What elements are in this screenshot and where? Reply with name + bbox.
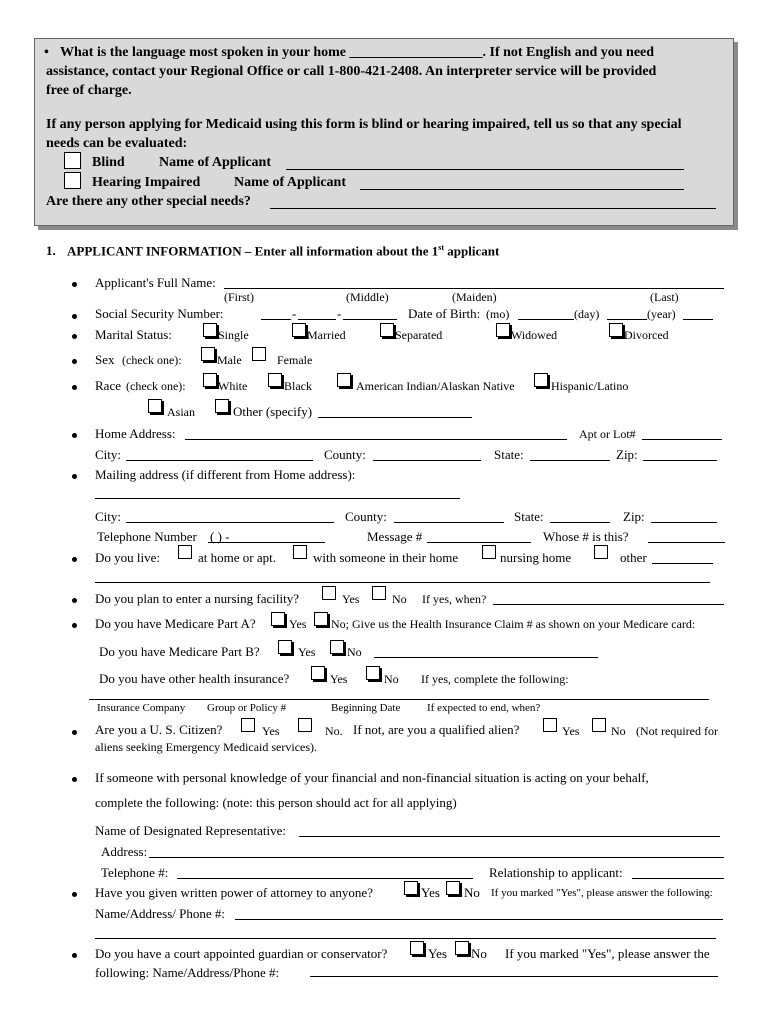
whose-number-label: Whose # is this? [543, 529, 629, 544]
nursing-plan-no-checkbox[interactable] [372, 586, 386, 600]
citizen-note-line2: aliens seeking Emergency Medicaid services). [95, 740, 318, 754]
divorced-checkbox[interactable] [609, 323, 623, 337]
dob-label: Date of Birth: [408, 306, 481, 321]
ssn-label: Social Security Number: [95, 306, 224, 321]
sex-label: Sex [95, 352, 115, 367]
guardian-no-label: No [471, 946, 487, 961]
separated-checkbox[interactable] [380, 323, 394, 337]
home-state-label: State: [494, 447, 524, 462]
medicare-b-yes-label: Yes [298, 645, 316, 659]
nursing-plan-when-label: If yes, when? [422, 592, 487, 606]
male-label: Male [217, 353, 242, 367]
other-insurance-yes-label: Yes [330, 672, 348, 686]
home-city-field[interactable] [126, 460, 313, 461]
alien-no-label: No [611, 724, 626, 738]
other-race-checkbox[interactable] [215, 399, 229, 413]
mailing-county-label: County: [345, 509, 387, 524]
citizen-yes-label: Yes [262, 724, 280, 738]
ssn-field-1[interactable] [261, 319, 291, 320]
representative-name-label: Name of Designated Representative: [95, 823, 286, 838]
language-bullet: • [44, 45, 49, 60]
medicare-a-yes-checkbox[interactable] [271, 612, 285, 626]
bullet [72, 314, 77, 319]
live-nursing-checkbox[interactable] [482, 545, 496, 559]
section-title: APPLICANT INFORMATION – Enter all information about the 1st applicant [67, 243, 500, 259]
guardian-details-label: following: Name/Address/Phone #: [95, 965, 280, 980]
nursing-plan-yes-checkbox[interactable] [322, 586, 336, 600]
poa-yes-checkbox[interactable] [404, 881, 418, 895]
medicare-a-no-checkbox[interactable] [314, 612, 328, 626]
marital-status-label: Marital Status: [95, 327, 172, 342]
poa-no-checkbox[interactable] [446, 881, 460, 895]
ssn-field-3[interactable] [343, 319, 397, 320]
alien-no-checkbox[interactable] [592, 718, 606, 732]
widowed-label: Widowed [511, 328, 558, 342]
nursing-plan-yes-label: Yes [342, 592, 360, 606]
dob-day-caption: (day) [574, 307, 600, 321]
live-home-label: at home or apt. [198, 550, 276, 565]
full-name-label: Applicant's Full Name: [95, 275, 216, 290]
hearing-name-field[interactable] [360, 189, 684, 190]
medicare-a-no-label: No; Give us the Health Insurance Claim # as shown on your Medicare card: [331, 617, 696, 631]
medicare-b-no-checkbox[interactable] [330, 640, 344, 654]
dob-month-field[interactable] [518, 319, 574, 320]
bullet [72, 730, 77, 735]
medicare-a-yes-label: Yes [289, 617, 307, 631]
apt-lot-label: Apt or Lot# [579, 427, 636, 441]
mailing-zip-label: Zip: [623, 509, 645, 524]
home-state-field[interactable] [530, 460, 610, 461]
impairment-question-line2: needs can be evaluated: [46, 136, 188, 151]
telephone-field[interactable] [208, 542, 325, 543]
bullet [72, 598, 77, 603]
section-number: 1. [46, 243, 56, 258]
citizen-no-label: No. [325, 724, 343, 738]
other-insurance-no-label: No [384, 672, 399, 686]
dob-year-field[interactable] [683, 319, 713, 320]
representative-address-field[interactable] [149, 857, 724, 858]
ssn-field-2[interactable] [298, 319, 336, 320]
whose-number-field[interactable] [648, 542, 725, 543]
representative-address-label: Address: [101, 844, 148, 859]
alien-yes-checkbox[interactable] [543, 718, 557, 732]
mailing-county-field[interactable] [394, 522, 504, 523]
live-details-field[interactable] [95, 582, 710, 583]
live-other-checkbox[interactable] [594, 545, 608, 559]
poa-yes-label: Yes [421, 885, 440, 900]
impairment-question-line1: If any person applying for Medicaid using this form is blind or hearing impaired, tell us so that any special [46, 117, 682, 132]
medicare-b-label: Do you have Medicare Part B? [99, 644, 260, 659]
medicare-b-no-label: No [347, 645, 362, 659]
black-checkbox[interactable] [268, 373, 282, 387]
other-race-label: Other (specify) [233, 404, 313, 419]
telephone-label: Telephone Number [97, 529, 197, 544]
bullet [72, 385, 77, 390]
bullet [72, 334, 77, 339]
hispanic-checkbox[interactable] [534, 373, 548, 387]
bullet [72, 474, 77, 479]
bullet [72, 777, 77, 782]
live-other-label: other [620, 550, 647, 565]
mailing-city-label: City: [95, 509, 122, 524]
maiden-name-caption: (Maiden) [452, 290, 497, 304]
female-label: Female [277, 353, 313, 367]
other-needs-field[interactable] [270, 208, 716, 209]
nursing-plan-no-label: No [392, 592, 407, 606]
representative-name-field[interactable] [299, 836, 720, 837]
divorced-label: Divorced [624, 328, 669, 342]
nursing-plan-when-field[interactable] [493, 604, 724, 605]
middle-name-caption: (Middle) [346, 290, 389, 304]
bullet [72, 359, 77, 364]
home-county-label: County: [324, 447, 366, 462]
full-name-field[interactable] [224, 288, 724, 289]
blind-name-field[interactable] [286, 169, 684, 170]
live-someone-checkbox[interactable] [293, 545, 307, 559]
race-check-one: (check one): [126, 379, 186, 393]
mailing-state-field[interactable] [550, 522, 610, 523]
married-label: Married [307, 328, 346, 342]
mailing-zip-field[interactable] [651, 522, 717, 523]
separated-label: Separated [395, 328, 443, 342]
dob-day-field[interactable] [607, 319, 647, 320]
relationship-field[interactable] [632, 878, 724, 879]
representative-phone-field[interactable] [177, 878, 473, 879]
representative-phone-label: Telephone #: [101, 865, 169, 880]
live-label: Do you live: [95, 550, 160, 565]
mailing-address-field[interactable] [95, 498, 460, 499]
poa-note: If you marked "Yes", please answer the following: [491, 887, 713, 899]
home-city-label: City: [95, 447, 122, 462]
black-label: Black [284, 379, 312, 393]
ssn-dash: - [337, 306, 342, 321]
bullet [72, 953, 77, 958]
bullet [72, 557, 77, 562]
medicare-b-field[interactable] [374, 657, 598, 658]
live-nursing-label: nursing home [500, 550, 572, 565]
other-insurance-no-checkbox[interactable] [366, 666, 380, 680]
american-indian-label: American Indian/Alaskan Native [356, 379, 515, 393]
home-address-label: Home Address: [95, 426, 176, 441]
hispanic-label: Hispanic/Latino [551, 379, 629, 393]
language-question-line2: assistance, contact your Regional Office or call 1-800-421-2408. An interpreter service will be provided [46, 64, 657, 79]
bullet [72, 282, 77, 287]
citizen-no-checkbox[interactable] [298, 718, 312, 732]
mailing-state-label: State: [514, 509, 544, 524]
other-insurance-yes-checkbox[interactable] [311, 666, 325, 680]
guardian-yes-checkbox[interactable] [410, 941, 424, 955]
single-checkbox[interactable] [203, 323, 217, 337]
dob-year-caption: (year) [647, 307, 676, 321]
guardian-yes-label: Yes [428, 946, 447, 961]
beginning-date-caption: Beginning Date [331, 702, 401, 714]
asian-checkbox[interactable] [148, 399, 162, 413]
american-indian-checkbox[interactable] [337, 373, 351, 387]
ssn-dash: - [292, 306, 297, 321]
other-insurance-label: Do you have other health insurance? [99, 671, 290, 686]
married-checkbox[interactable] [292, 323, 306, 337]
white-checkbox[interactable] [203, 373, 217, 387]
home-address-field[interactable] [185, 439, 567, 440]
poa-label: Have you given written power of attorney to anyone? [95, 885, 373, 900]
guardian-label: Do you have a court appointed guardian or conservator? [95, 946, 388, 961]
group-policy-caption: Group or Policy # [207, 702, 287, 714]
home-zip-label: Zip: [616, 447, 638, 462]
sex-check-one: (check one): [122, 353, 182, 367]
first-name-caption: (First) [224, 290, 254, 304]
home-county-field[interactable] [373, 460, 481, 461]
qualified-alien-label: If not, are you a qualified alien? [353, 722, 520, 737]
last-name-caption: (Last) [650, 290, 679, 304]
bullet [72, 892, 77, 897]
message-label: Message # [367, 529, 423, 544]
live-home-checkbox[interactable] [178, 545, 192, 559]
mailing-address-label: Mailing address (if different from Home address): [95, 467, 356, 482]
nursing-plan-label: Do you plan to enter a nursing facility? [95, 591, 299, 606]
other-needs-label: Are there any other special needs? [46, 194, 251, 209]
message-field[interactable] [427, 542, 531, 543]
blind-checkbox[interactable] [64, 152, 81, 169]
live-someone-label: with someone in their home [313, 550, 459, 565]
blind-label: Blind [92, 155, 125, 170]
asian-label: Asian [167, 405, 195, 419]
end-date-caption: If expected to end, when? [427, 702, 541, 714]
guardian-no-checkbox[interactable] [455, 941, 469, 955]
language-question-line1: What is the language most spoken in your home ___________________. If not English and you need [60, 45, 655, 60]
male-checkbox[interactable] [201, 347, 215, 361]
representative-intro-line2: complete the following: (note: this person should act for all applying) [95, 795, 457, 810]
other-race-field[interactable] [318, 417, 472, 418]
alien-yes-label: Yes [562, 724, 580, 738]
apt-lot-field[interactable] [642, 439, 722, 440]
bullet [72, 623, 77, 628]
live-other-field[interactable] [652, 563, 713, 564]
citizen-yes-checkbox[interactable] [241, 718, 255, 732]
guardian-details-field[interactable] [310, 976, 718, 977]
female-checkbox[interactable] [252, 347, 266, 361]
dob-month-caption: (mo) [486, 307, 510, 321]
blind-name-label: Name of Applicant [159, 155, 271, 170]
single-label: Single [218, 328, 249, 342]
white-label: White [218, 379, 248, 393]
other-insurance-field[interactable] [89, 699, 709, 700]
poa-details-field[interactable] [235, 919, 723, 920]
representative-intro-line1: If someone with personal knowledge of your financial and non-financial situation is acting on your behalf, [95, 770, 649, 785]
bullet [72, 433, 77, 438]
medicare-a-label: Do you have Medicare Part A? [95, 616, 256, 631]
poa-details-label: Name/Address/ Phone #: [95, 906, 225, 921]
relationship-label: Relationship to applicant: [489, 865, 623, 880]
language-question-line3: free of charge. [46, 83, 132, 98]
home-zip-field[interactable] [643, 460, 717, 461]
poa-no-label: No [464, 885, 480, 900]
mailing-city-field[interactable] [126, 522, 334, 523]
poa-details-field-2[interactable] [95, 938, 716, 939]
widowed-checkbox[interactable] [496, 323, 510, 337]
other-insurance-follow-label: If yes, complete the following: [421, 672, 569, 686]
telephone-format: ( ) - [210, 529, 230, 544]
insurance-company-caption: Insurance Company [97, 702, 186, 714]
hearing-impaired-label: Hearing Impaired [92, 175, 201, 190]
citizen-label: Are you a U. S. Citizen? [95, 722, 223, 737]
hearing-name-label: Name of Applicant [234, 175, 346, 190]
hearing-impaired-checkbox[interactable] [64, 172, 81, 189]
guardian-note: If you marked "Yes", please answer the [505, 946, 710, 961]
race-label: Race [95, 378, 121, 393]
medicare-b-yes-checkbox[interactable] [278, 640, 292, 654]
citizen-note: (Not required for [636, 724, 718, 738]
